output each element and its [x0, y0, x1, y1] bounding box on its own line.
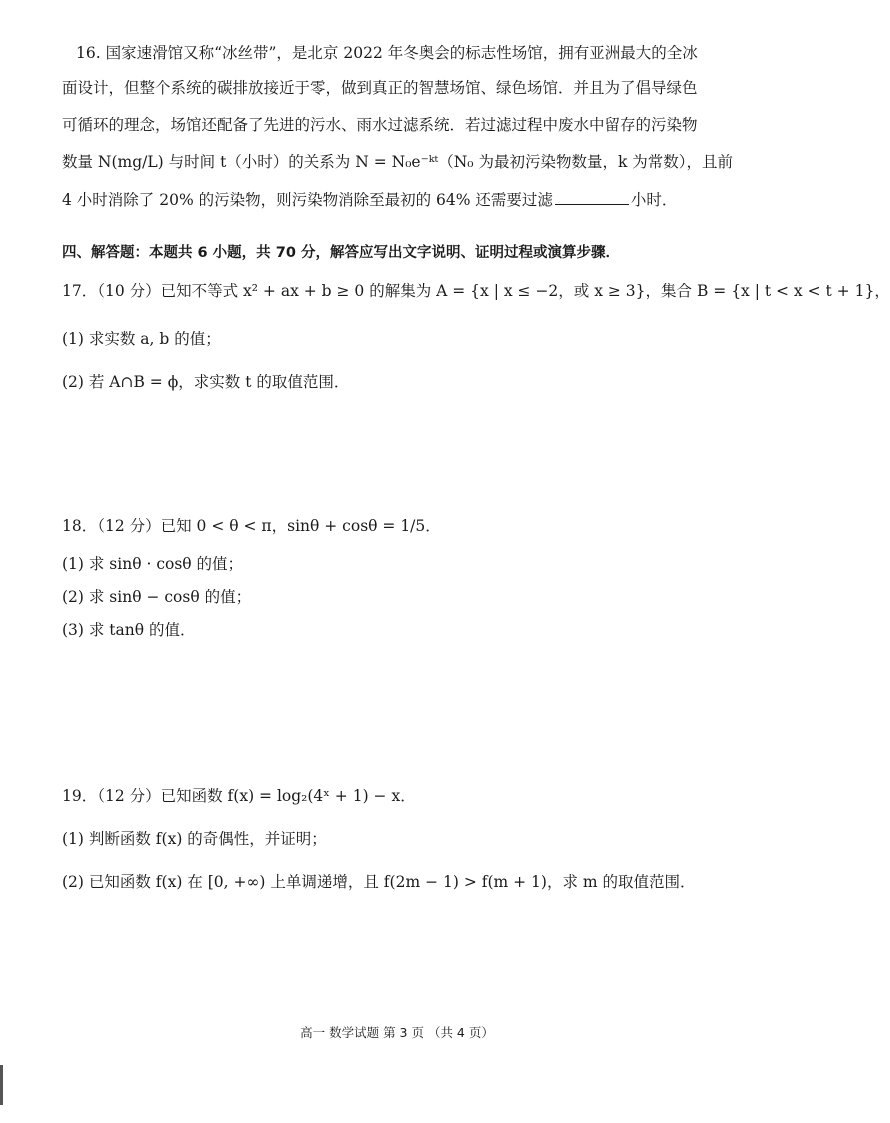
q16-line-5-text: 4 小时消除了 20% 的污染物，则污染物消除至最初的 64% 还需要过滤: [62, 191, 553, 209]
answer-blank[interactable]: [555, 190, 629, 205]
q18-part-2: (2) 求 sinθ − cosθ 的值；: [62, 588, 252, 606]
q19-part-2: (2) 已知函数 f(x) 在 [0, +∞) 上单调递增，且 f(2m − 1) > f(m + 1)，求 m 的取值范围．: [62, 873, 696, 891]
scan-edge-mark: [0, 1065, 3, 1105]
q18-part-1: (1) 求 sinθ · cosθ 的值；: [62, 555, 244, 573]
q17-stem: 17．（10 分）已知不等式 x² + ax + b ≥ 0 的解集为 A = {x | x ≤ −2，或 x ≥ 3}，集合 B = {x | t < x < t + 1}，: [62, 282, 890, 300]
section-heading: 四、解答题：本题共 6 小题，共 70 分，解答应写出文字说明、证明过程或演算步骤．: [62, 245, 620, 261]
q18-stem: 18．（12 分）已知 0 < θ < π，sinθ + cosθ = 1/5．: [62, 517, 441, 535]
q16-line-1: 16. 国家速滑馆又称“冰丝带”，是北京 2022 年冬奥会的标志性场馆，拥有亚洲最大的全冰: [76, 44, 698, 62]
q16-line-2: 面设计，但整个系统的碳排放接近于零，做到真正的智慧场馆、绿色场馆．并且为了倡导绿色: [62, 79, 698, 97]
q19-stem: 19．（12 分）已知函数 f(x) = log₂(4ˣ + 1) − x．: [62, 787, 416, 805]
q19-part-1: (1) 判断函数 f(x) 的奇偶性，并证明；: [62, 830, 327, 848]
q16-line-4: 数量 N(mg/L) 与时间 t（小时）的关系为 N = N₀e⁻ᵏᵗ（N₀ 为最初污染物数量，k 为常数），且前: [62, 153, 734, 171]
q17-part-2: (2) 若 A∩B = ϕ，求实数 t 的取值范围．: [62, 373, 350, 391]
q17-part-1: (1) 求实数 a, b 的值；: [62, 330, 221, 348]
q16-line-5: [62, 189, 762, 211]
q18-part-3: (3) 求 tanθ 的值．: [62, 621, 196, 639]
q16-line-3: 可循环的理念，场馆还配备了先进的污水、雨水过滤系统．若过滤过程中废水中留存的污染物: [62, 116, 698, 134]
q16-line-5-unit: 小时．: [630, 191, 678, 209]
page-footer: 高一 数学试题 第 3 页 （共 4 页）: [300, 1025, 494, 1040]
